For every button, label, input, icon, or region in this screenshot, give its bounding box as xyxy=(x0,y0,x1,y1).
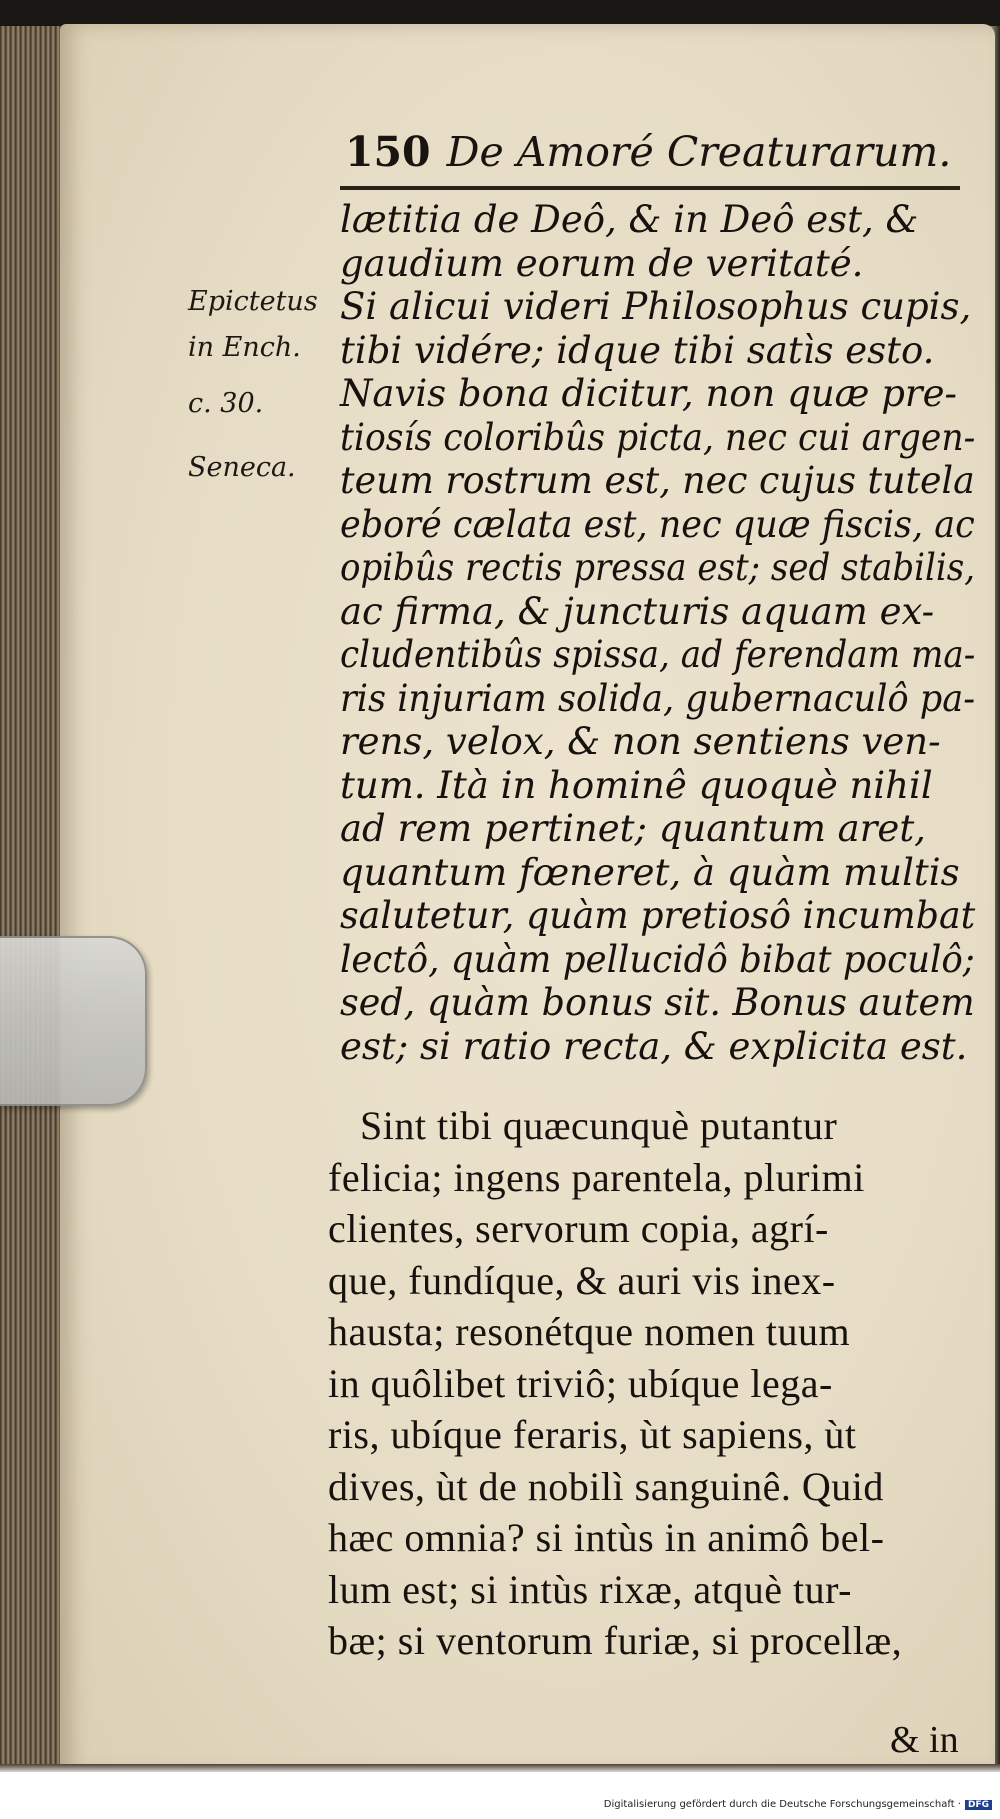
text-line: lum est; si intùs rixæ, atquè tur- xyxy=(328,1566,852,1612)
text-line: hausta; resonétque nomen tuum xyxy=(328,1309,851,1354)
text-line: felicia; ingens parentela, plurimi xyxy=(328,1154,865,1200)
text-line: est; si ratio recta, & explicita est. xyxy=(340,1024,968,1068)
text-line: salutetur, quàm pretiosô incumbat xyxy=(340,894,976,937)
text-line: in quôlibet triviô; ubíque lega- xyxy=(328,1360,833,1406)
text-line: Navis bona dicitur, non quæ pre- xyxy=(340,372,957,415)
running-title: De Amoré Creaturarum. xyxy=(446,128,952,176)
text-line: bæ; si ventorum furiæ, si procellæ, xyxy=(328,1618,903,1663)
text-line: quantum fœneret, à quàm multis xyxy=(340,850,960,894)
text-line: ris injuriam solida, gubernaculô pa- xyxy=(340,676,976,720)
scan-top-border xyxy=(0,0,1000,26)
bookmark-clip xyxy=(0,936,147,1106)
text-line: rens, velox, & non sentiens ven- xyxy=(340,720,941,763)
text-line: tiosís coloribûs picta, nec cui argen- xyxy=(340,415,976,459)
text-line: tibi vidére; idque tibi satìs esto. xyxy=(340,328,935,372)
text-line: Si alicui videri Philosophus cupis, xyxy=(340,285,972,328)
text-line: cludentibûs spissa, ad ferendam ma- xyxy=(340,633,976,676)
header-rule xyxy=(340,186,960,190)
text-line: ac firma, & juncturis aquam ex- xyxy=(340,589,935,633)
dfg-credit-text: Digitalisierung gefördert durch die Deutsche Forschungsgemeinschaft · xyxy=(603,1799,961,1810)
text-line: dives, ùt de nobilì sanguinê. Quid xyxy=(328,1463,884,1509)
text-line: gaudium eorum de veritaté. xyxy=(340,241,864,285)
catchword: & in xyxy=(890,1719,959,1761)
dfg-credit xyxy=(604,1799,992,1810)
text-line: ris, ubíque feraris, ùt sapiens, ùt xyxy=(328,1412,857,1457)
text-line: sed, quàm bonus sit. Bonus autem xyxy=(340,981,975,1024)
text-line: Sint tibi quæcunquè putantur xyxy=(360,1103,838,1148)
text-line: eboré cælata est, nec quæ fiscis, ac xyxy=(340,502,975,546)
dfg-logo: DFG xyxy=(965,1800,992,1810)
page-number: 150 xyxy=(345,128,431,176)
text-line: que, fundíque, & auri vis inex- xyxy=(328,1257,836,1303)
text-line: lectô, quàm pellucidô bibat poculô; xyxy=(340,937,975,981)
page-edges xyxy=(0,26,64,1766)
text-line: hæc omnia? si intùs in animô bel- xyxy=(328,1515,885,1560)
text-line: clientes, servorum copia, agrí- xyxy=(328,1206,829,1251)
footer-band xyxy=(0,1772,1000,1819)
margin-note-chapter: c. 30. xyxy=(188,388,264,419)
text-line: opibûs rectis pressa est; sed stabilis, xyxy=(340,546,976,589)
running-header xyxy=(345,128,955,188)
text-line: ad rem pertinet; quantum aret, xyxy=(340,807,926,850)
text-line: lætitia de Deô, & in Deô est, & xyxy=(340,198,919,241)
text-line: tum. Ità in hominê quoquè nihil xyxy=(340,763,933,807)
margin-note-enchiridion: in Ench. xyxy=(188,332,301,363)
margin-note-epictetus: Epictetus xyxy=(188,286,318,317)
margin-note-seneca: Seneca. xyxy=(188,452,296,483)
text-line: teum rostrum est, nec cujus tutela xyxy=(340,459,975,502)
